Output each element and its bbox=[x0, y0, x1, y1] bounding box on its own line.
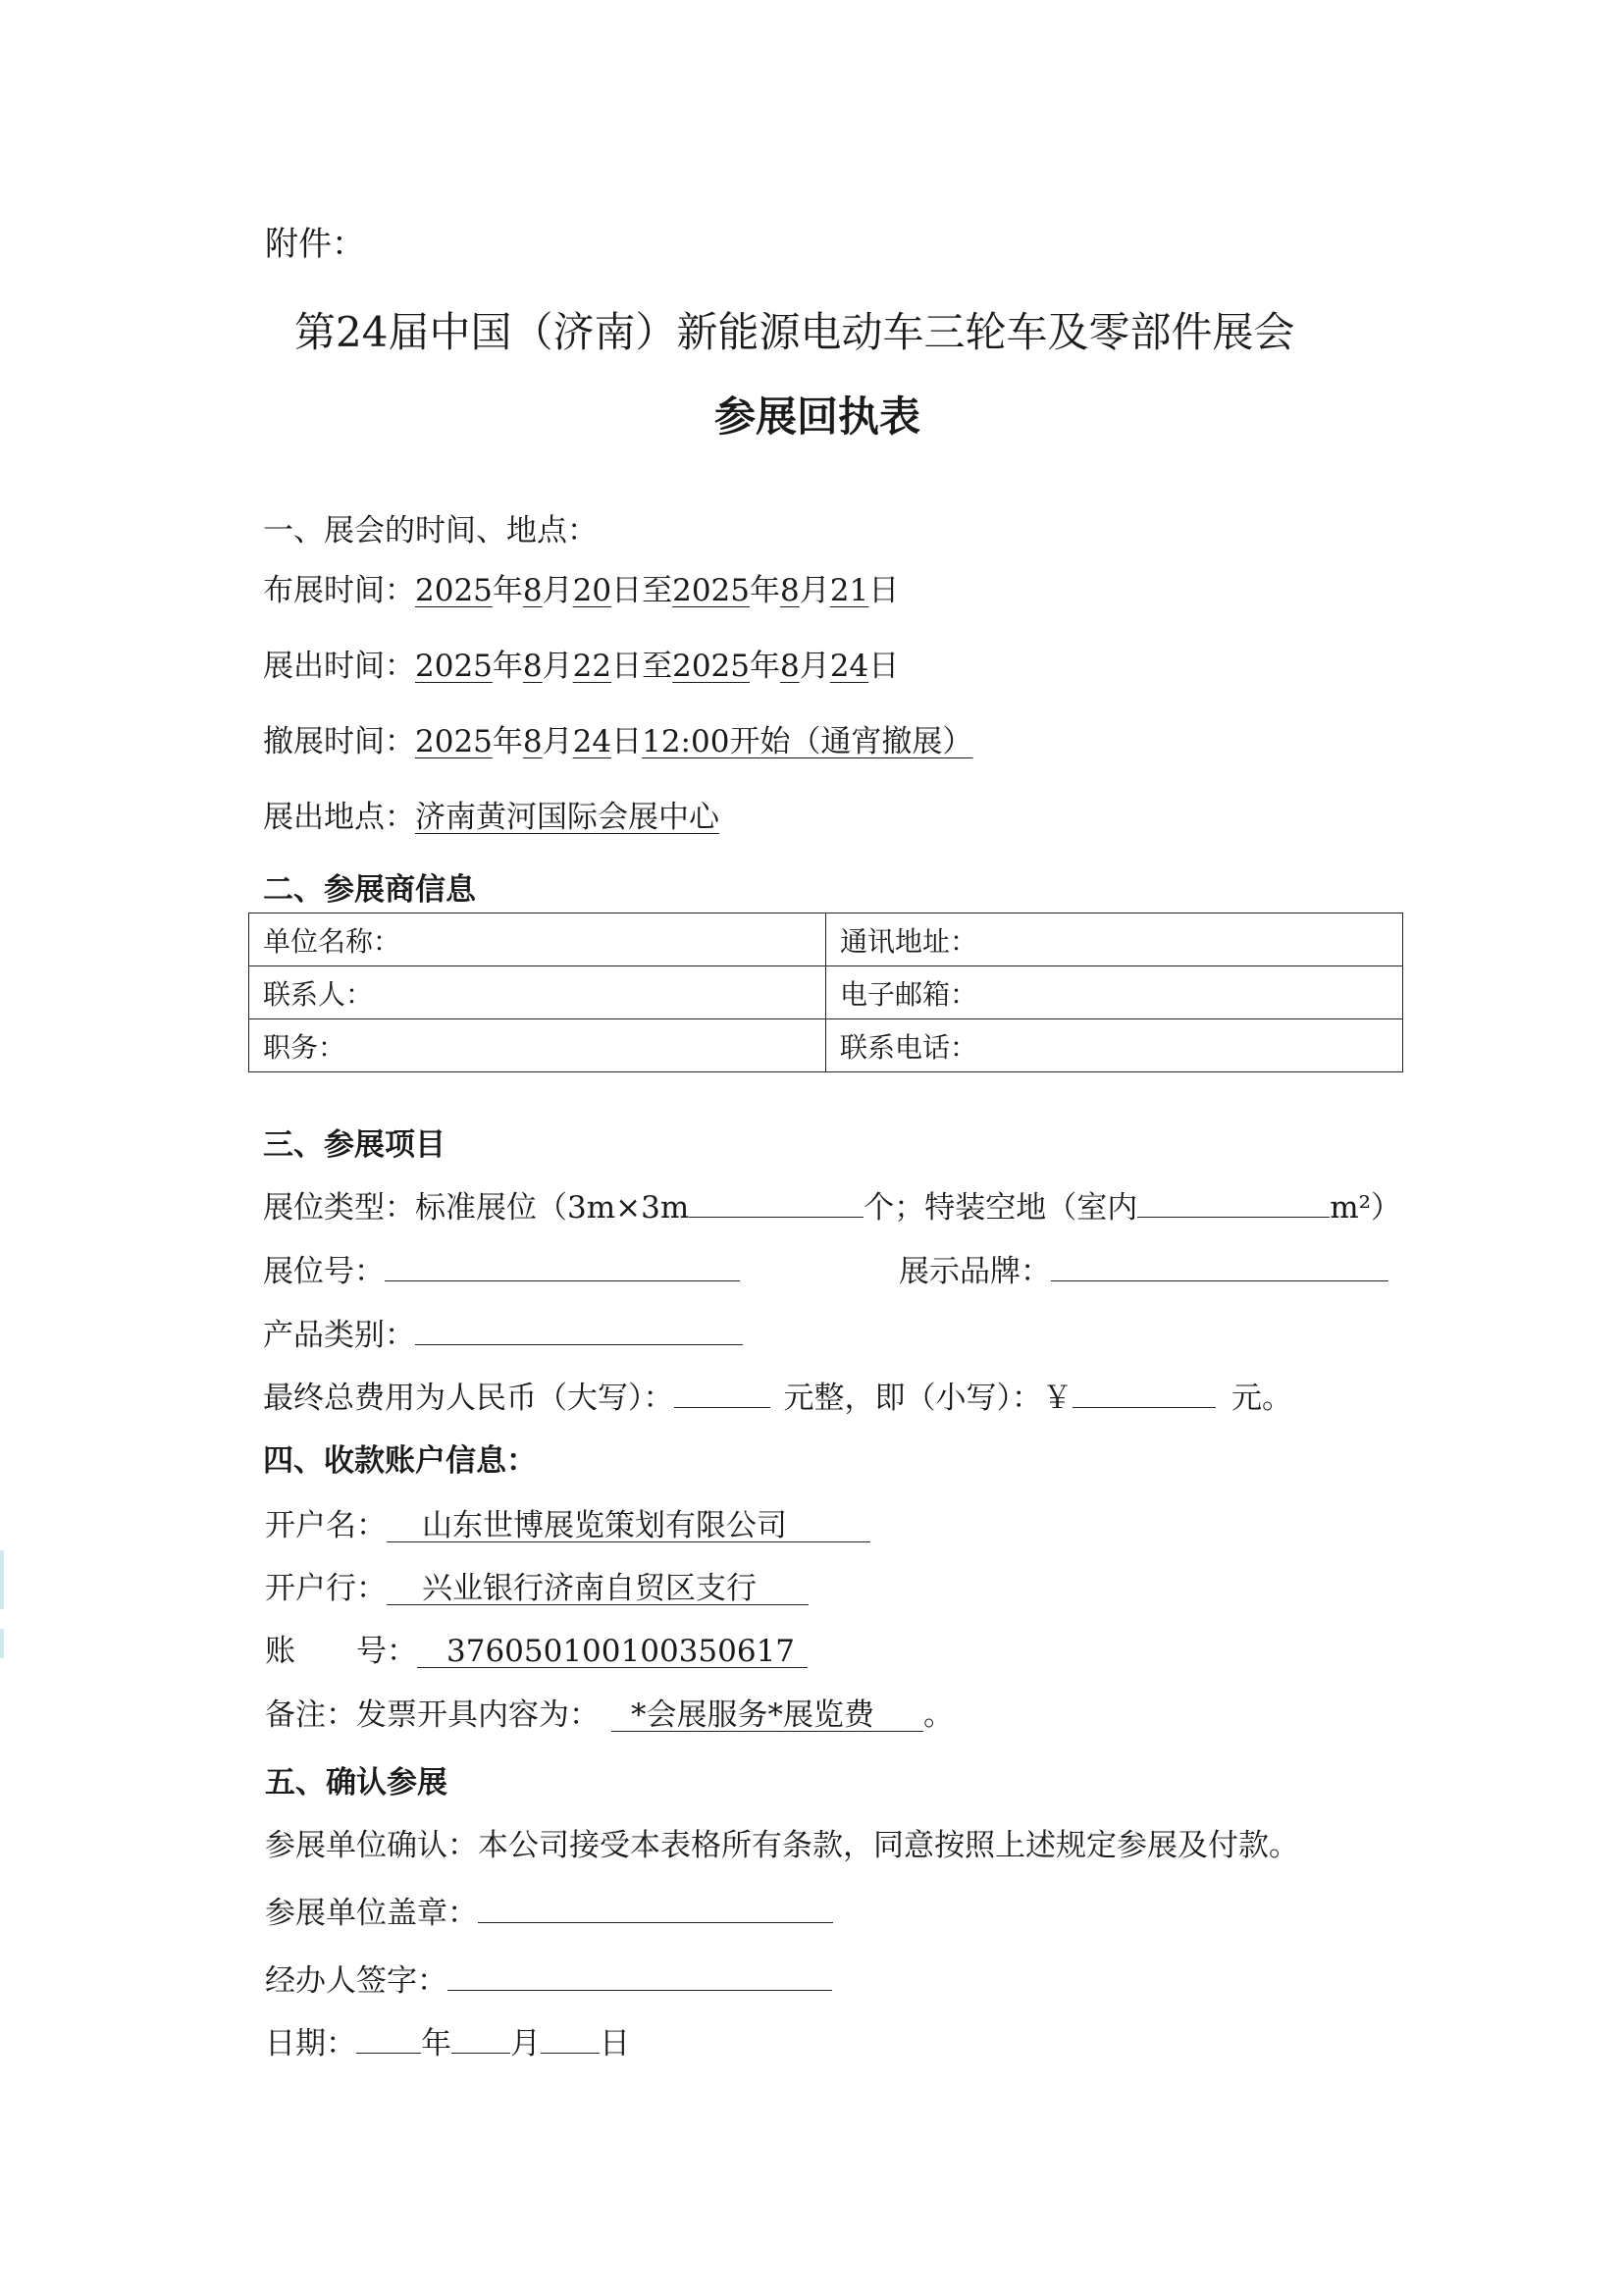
invoice-remark-end: 。 bbox=[923, 1697, 954, 1733]
teardown-clock: 12:00 bbox=[642, 724, 730, 759]
month-char: 月 bbox=[799, 649, 830, 684]
section4-heading: 四、收款账户信息： bbox=[263, 1443, 537, 1479]
invoice-remark-label: 备注：发票开具内容为： bbox=[265, 1697, 600, 1733]
email-cell[interactable]: 电子邮箱： bbox=[826, 966, 1403, 1019]
scan-edge-mark bbox=[0, 1629, 4, 1658]
setup-mid: 日至 bbox=[611, 573, 673, 608]
venue-row bbox=[263, 800, 719, 835]
account-number-label: 账 号： bbox=[265, 1634, 417, 1669]
show-time-label: 展出时间： bbox=[263, 649, 415, 684]
booth-type-mid: 个；特装空地（室内 bbox=[864, 1190, 1138, 1226]
signer-row bbox=[265, 1964, 832, 1997]
raw-space-area-field[interactable] bbox=[1137, 1191, 1330, 1218]
section1-heading: 一、展会的时间、地点： bbox=[263, 513, 598, 548]
month-char: 月 bbox=[542, 724, 573, 759]
total-fee-mid: 元整，即（小写）：￥ bbox=[783, 1381, 1073, 1416]
booth-type-row bbox=[263, 1191, 1401, 1224]
show-year1: 2025 bbox=[415, 649, 493, 684]
teardown-month: 8 bbox=[522, 724, 543, 759]
total-fee-lower-field[interactable] bbox=[1073, 1382, 1216, 1408]
bank-value bbox=[387, 1571, 809, 1606]
year-char: 年 bbox=[492, 573, 523, 608]
date-label: 日期： bbox=[265, 2026, 356, 2061]
show-month1: 8 bbox=[522, 649, 543, 684]
venue-label: 展出地点： bbox=[263, 800, 415, 835]
section2-heading: 二、参展商信息 bbox=[263, 872, 476, 908]
table-row bbox=[249, 1019, 1403, 1072]
setup-day1: 20 bbox=[572, 573, 612, 608]
year-char: 年 bbox=[492, 649, 523, 684]
category-label: 产品类别： bbox=[263, 1318, 415, 1353]
standard-booth-count-field[interactable] bbox=[689, 1191, 864, 1218]
category-field[interactable] bbox=[415, 1319, 743, 1345]
bank-label: 开户行： bbox=[265, 1571, 387, 1606]
teardown-time-row bbox=[263, 724, 973, 759]
teardown-day: 24 bbox=[572, 724, 612, 759]
position-cell[interactable]: 职务： bbox=[249, 1019, 826, 1072]
date-year-field[interactable] bbox=[356, 2027, 421, 2054]
date-month-field[interactable] bbox=[451, 2027, 510, 2054]
booth-no-label: 展位号： bbox=[263, 1254, 385, 1289]
doc-title-line1: 第24届中国（济南）新能源电动车三轮车及零部件展会 bbox=[294, 308, 1295, 356]
invoice-remark-text: *会展服务*展览费 bbox=[631, 1697, 874, 1733]
signer-field[interactable] bbox=[447, 1964, 832, 1991]
year-char: 年 bbox=[492, 724, 523, 759]
setup-year1: 2025 bbox=[415, 573, 493, 608]
setup-month1: 8 bbox=[522, 573, 543, 608]
setup-year2: 2025 bbox=[672, 573, 750, 608]
account-number-row bbox=[265, 1634, 808, 1669]
setup-month2: 8 bbox=[780, 573, 800, 608]
booth-no-field[interactable] bbox=[385, 1255, 740, 1281]
booth-type-unit: m²） bbox=[1330, 1190, 1402, 1226]
date-day-field[interactable] bbox=[541, 2027, 600, 2054]
show-mid: 日至 bbox=[611, 649, 673, 684]
section5-heading: 五、确认参展 bbox=[265, 1765, 447, 1800]
day-char: 日 bbox=[868, 573, 900, 608]
account-number-text: 376050100100350617 bbox=[446, 1634, 796, 1669]
date-month-char: 月 bbox=[510, 2026, 541, 2061]
doc-title-line2: 参展回执表 bbox=[714, 392, 921, 441]
table-row bbox=[249, 966, 1403, 1019]
brand-label: 展示品牌： bbox=[899, 1254, 1051, 1289]
date-year-char: 年 bbox=[421, 2026, 451, 2061]
teardown-year: 2025 bbox=[415, 724, 493, 759]
signer-label: 经办人签字： bbox=[265, 1963, 447, 1999]
total-fee-label: 最终总费用为人民币（大写）： bbox=[263, 1381, 674, 1416]
invoice-remark-value bbox=[611, 1697, 923, 1733]
bank-row bbox=[265, 1571, 809, 1606]
show-day1: 22 bbox=[572, 649, 612, 684]
account-name-text: 山东世博展览策划有限公司 bbox=[422, 1508, 787, 1543]
company-name-cell[interactable]: 单位名称： bbox=[249, 913, 826, 966]
year-char: 年 bbox=[750, 573, 780, 608]
scan-edge-mark bbox=[0, 1550, 4, 1609]
total-fee-row bbox=[263, 1382, 1292, 1414]
day-char: 日 bbox=[611, 724, 643, 759]
venue-value: 济南黄河国际会展中心 bbox=[415, 800, 719, 835]
invoice-remark-row bbox=[265, 1697, 954, 1733]
total-fee-upper-field[interactable] bbox=[674, 1382, 770, 1408]
show-year2: 2025 bbox=[672, 649, 750, 684]
account-name-value bbox=[387, 1508, 870, 1543]
month-char: 月 bbox=[542, 573, 573, 608]
account-name-row bbox=[265, 1508, 870, 1543]
account-number-value bbox=[417, 1634, 808, 1669]
table-row bbox=[249, 913, 1403, 966]
month-char: 月 bbox=[542, 649, 573, 684]
setup-time-row bbox=[263, 573, 900, 608]
total-fee-end: 元。 bbox=[1231, 1381, 1292, 1416]
booth-no-row bbox=[263, 1255, 740, 1287]
setup-day2: 21 bbox=[829, 573, 869, 608]
attachment-label: 附件： bbox=[265, 225, 365, 264]
bank-text: 兴业银行济南自贸区支行 bbox=[422, 1571, 757, 1606]
category-row bbox=[263, 1319, 743, 1351]
stamp-label: 参展单位盖章： bbox=[265, 1896, 478, 1931]
address-cell[interactable]: 通讯地址： bbox=[826, 913, 1403, 966]
year-char: 年 bbox=[750, 649, 780, 684]
show-time-row bbox=[263, 649, 900, 684]
month-char: 月 bbox=[799, 573, 830, 608]
show-day2: 24 bbox=[829, 649, 869, 684]
setup-time-label: 布展时间： bbox=[263, 573, 415, 608]
phone-cell[interactable]: 联系电话： bbox=[826, 1019, 1403, 1072]
booth-type-label: 展位类型：标准展位（3m×3m bbox=[263, 1190, 690, 1226]
stamp-field[interactable] bbox=[478, 1897, 833, 1923]
show-month2: 8 bbox=[780, 649, 800, 684]
account-name-label: 开户名： bbox=[265, 1508, 387, 1543]
exhibitor-info-table bbox=[248, 913, 1403, 1072]
contact-person-cell[interactable]: 联系人： bbox=[249, 966, 826, 1019]
day-char: 日 bbox=[868, 649, 900, 684]
brand-row bbox=[899, 1255, 1388, 1287]
stamp-row bbox=[265, 1897, 833, 1929]
date-row bbox=[265, 2027, 630, 2060]
section3-heading: 三、参展项目 bbox=[263, 1127, 445, 1163]
teardown-note: 开始（通宵撤展） bbox=[729, 724, 973, 759]
teardown-time-label: 撤展时间： bbox=[263, 724, 415, 759]
date-day-char: 日 bbox=[600, 2026, 630, 2061]
confirm-statement: 参展单位确认：本公司接受本表格所有条款，同意按照上述规定参展及付款。 bbox=[265, 1828, 1299, 1863]
brand-field[interactable] bbox=[1051, 1255, 1388, 1281]
